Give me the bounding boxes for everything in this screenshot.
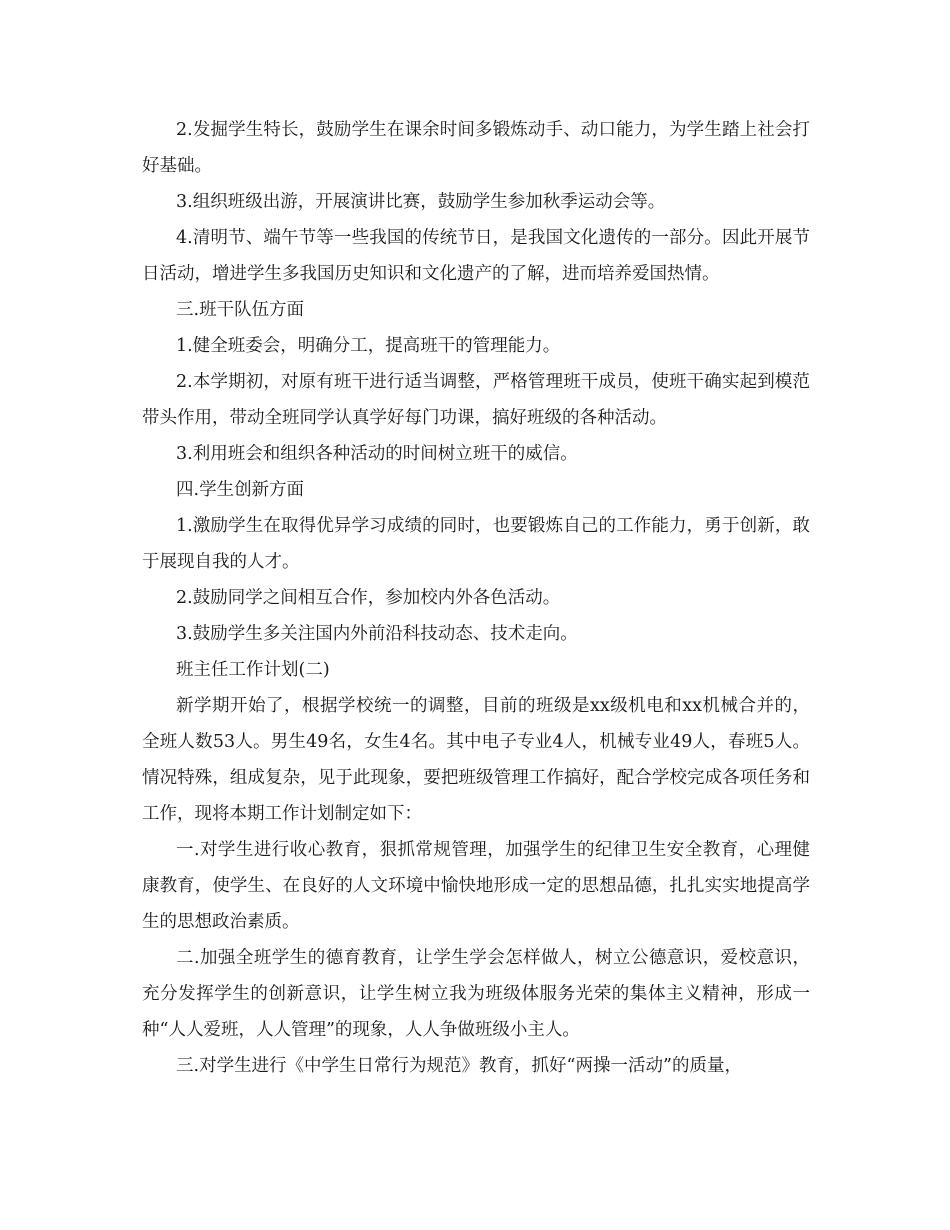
section-heading-class-cadres: 三.班干队伍方面 xyxy=(176,300,305,320)
paragraph-item-one: 一.对学生进行收心教育，狠抓常规管理，加强学生的纪律卫生安全教育，心理健康教育，使学生、在良好的人文环境中愉快地形成一定的思想品德，扎扎实实地提高学生的思想政治素质。 xyxy=(142,840,810,932)
paragraph-item-2-adjust-cadres: 2.本学期初，对原有班干进行适当调整，严格管理班干成员，使班干确实起到模范带头作用，带动全班同学认真学好每门功课，搞好班级的各种活动。 xyxy=(142,372,810,428)
paragraph-item-4-traditional-festivals: 4.清明节、端午节等一些我国的传统节日，是我国文化遗传的一部分。因此开展节日活动，增进学生多我国历史知识和文化遗产的了解，进而培养爱国热情。 xyxy=(142,228,810,284)
paragraph-item-two: 二.加强全班学生的德育教育，让学生学会怎样做人，树立公德意识，爱校意识，充分发挥学生的创新意识，让学生树立我为班级体服务光荣的集体主义精神，形成一种“人人爱班，人人管理”的现象，人人争做班级小主人。 xyxy=(142,948,810,1040)
document-subtitle: 班主任工作计划(二) xyxy=(176,660,330,680)
section-heading-student-innovation: 四.学生创新方面 xyxy=(176,480,305,500)
paragraph-item-2-develop-talents: 2.发掘学生特长，鼓励学生在课余时间多锻炼动手、动口能力，为学生踏上社会打好基础。 xyxy=(142,120,810,176)
paragraph-item-3-tech-trends: 3.鼓励学生多关注国内外前沿科技动态、技术走向。 xyxy=(176,624,578,644)
paragraph-item-three: 三.对学生进行《中学生日常行为规范》教育，抓好“两操一活动”的质量， xyxy=(176,1056,742,1076)
paragraph-item-3-cadre-prestige: 3.利用班会和组织各种活动的时间树立班干的威信。 xyxy=(176,444,578,464)
document-body xyxy=(142,112,810,1084)
paragraph-item-2-cooperation: 2.鼓励同学之间相互合作，参加校内外各色活动。 xyxy=(176,588,561,608)
paragraph-item-1-encourage-innovation: 1.激励学生在取得优异学习成绩的同时，也要锻炼自己的工作能力，勇于创新，敢于展现自我的人才。 xyxy=(142,516,810,572)
paragraph-item-1-class-committee: 1.健全班委会，明确分工，提高班干的管理能力。 xyxy=(176,336,561,356)
paragraph-intro: 新学期开始了，根据学校统一的调整，目前的班级是xx级机电和xx机械合并的，全班人数53人。男生49名，女生4名。其中电子专业4人，机械专业49人，春班5人。情况特殊，组成复杂，见于此现象，要把班级管理工作搞好，配合学校完成各项任务和工作，现将本期工作计划制定如下： xyxy=(142,696,810,824)
paragraph-item-3-class-outing: 3.组织班级出游，开展演讲比赛，鼓励学生参加秋季运动会等。 xyxy=(176,192,666,212)
